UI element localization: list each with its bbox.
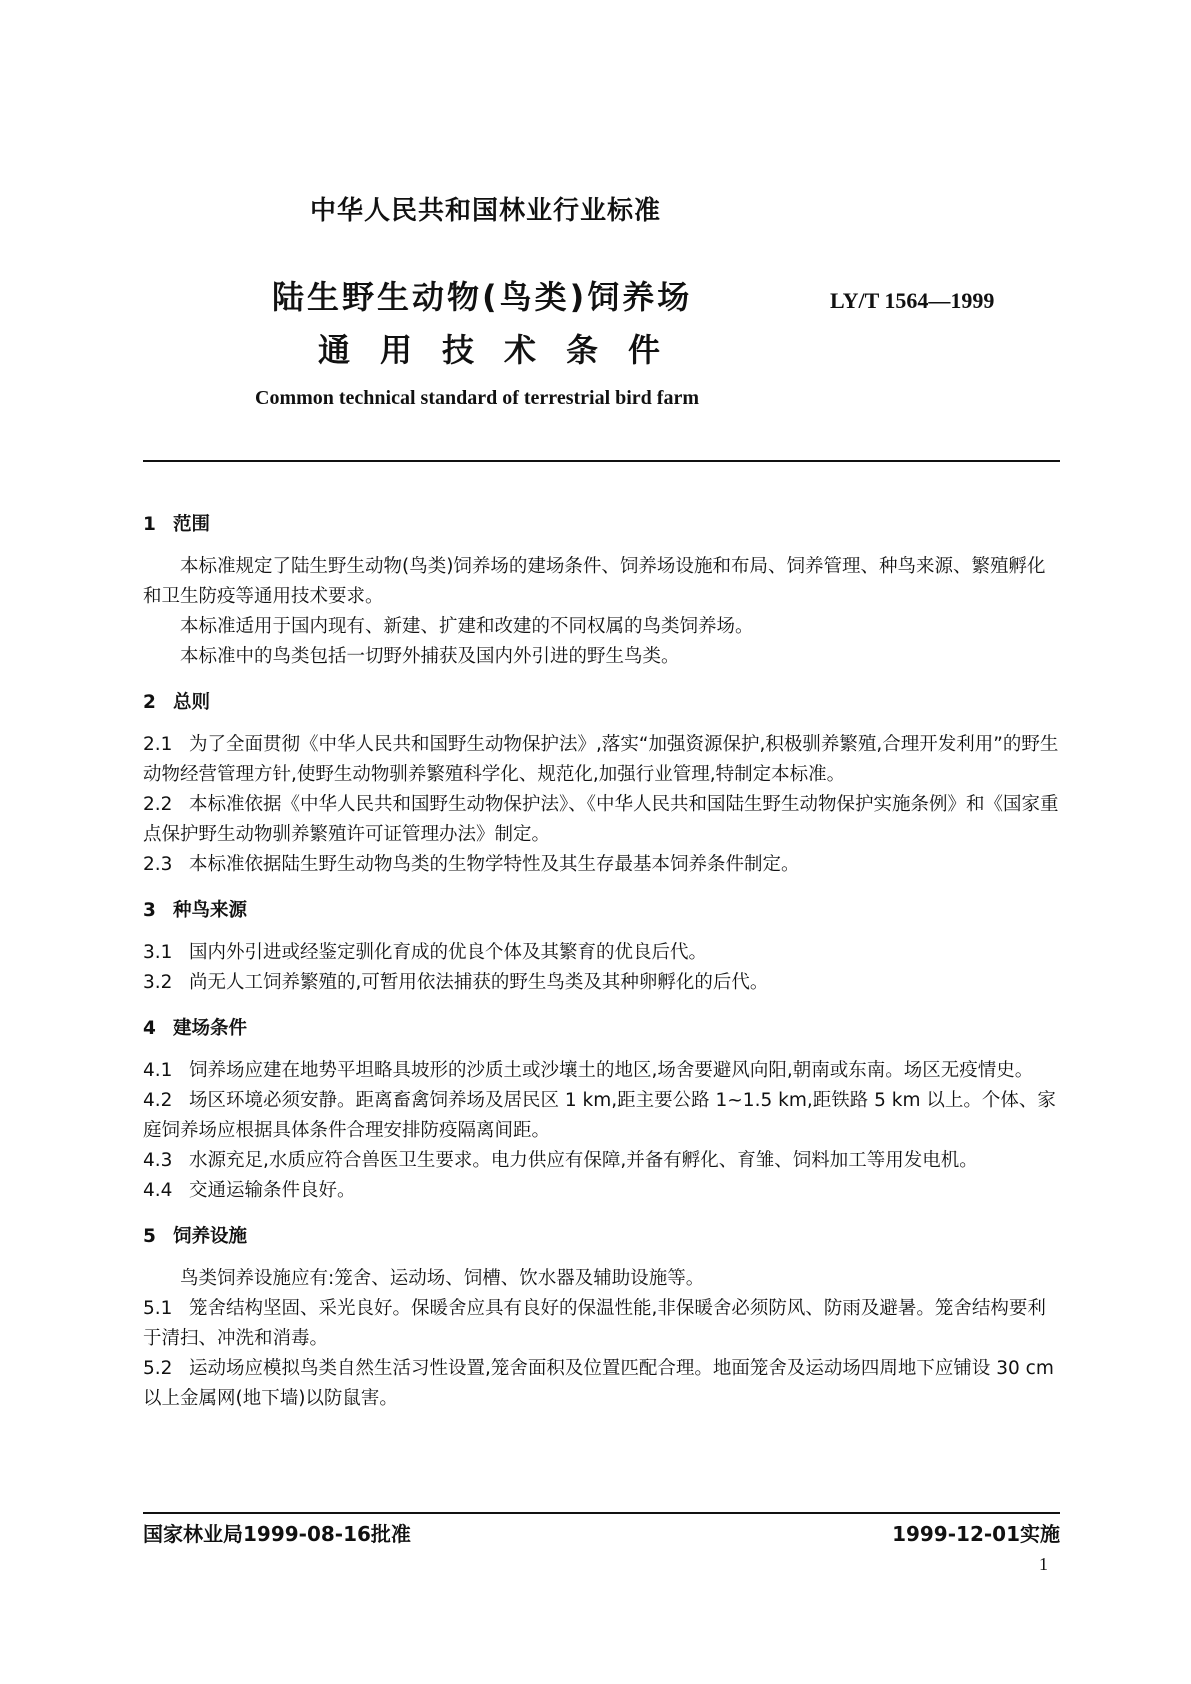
footer-divider xyxy=(143,1512,1060,1514)
implementation-date: 1999-12-01实施 xyxy=(892,1522,1060,1546)
clause-text: 运动场应模拟鸟类自然生活习性设置,笼舍面积及位置匹配合理。地面笼舍及运动场四周地下应铺设 30 cm 以上金属网(地下墙)以防鼠害。 xyxy=(143,1358,1054,1409)
clause xyxy=(143,1354,1060,1414)
clause-number: 4.3 xyxy=(143,1150,173,1171)
clause-number: 2.2 xyxy=(143,794,173,815)
clause xyxy=(143,968,1060,998)
title-line-2: 通用技术条件 xyxy=(318,331,691,369)
section-title: 建场条件 xyxy=(173,1018,248,1039)
clause-number: 3.1 xyxy=(143,942,173,963)
paragraph: 本标准适用于国内现有、新建、扩建和改建的不同权属的鸟类饲养场。 xyxy=(180,616,754,637)
clause-text: 国内外引进或经鉴定驯化育成的优良个体及其繁育的优良后代。 xyxy=(189,942,708,963)
clause xyxy=(143,1294,1060,1354)
clause xyxy=(143,938,1060,968)
page-number: 1 xyxy=(1039,1554,1048,1574)
clause xyxy=(143,1146,1060,1176)
body-content xyxy=(143,500,1060,1414)
title-line-1: 陆生野生动物(鸟类)饲养场 xyxy=(272,278,693,316)
section-title: 饲养设施 xyxy=(173,1226,248,1247)
paragraph: 本标准规定了陆生野生动物(鸟类)饲养场的建场条件、饲养场设施和布局、饲养管理、种鸟来源、繁殖孵化和卫生防疫等通用技术要求。 xyxy=(143,556,1046,607)
clause-number: 4.1 xyxy=(143,1060,173,1081)
clause-number: 4.2 xyxy=(143,1090,173,1111)
clause-number: 4.4 xyxy=(143,1180,173,1201)
clause-text: 场区环境必须安静。距离畜禽饲养场及居民区 1 km,距主要公路 1~1.5 km,距铁路 5 km 以上。个体、家庭饲养场应根据具体条件合理安排防疫隔离间距。 xyxy=(143,1090,1056,1141)
clause-number: 2.1 xyxy=(143,734,173,755)
clause xyxy=(143,730,1060,790)
section-heading xyxy=(143,1222,1060,1252)
section-title: 范围 xyxy=(173,514,211,535)
clause-text: 本标准依据《中华人民共和国野生动物保护法》、《中华人民共和国陆生野生动物保护实施条例》和《国家重点保护野生动物驯养繁殖许可证管理办法》制定。 xyxy=(143,794,1059,845)
clause xyxy=(143,1056,1060,1086)
approval-date: 国家林业局1999-08-16批准 xyxy=(143,1522,411,1546)
standard-code: LY/T 1564—1999 xyxy=(830,288,995,313)
clause-text: 为了全面贯彻《中华人民共和国野生动物保护法》,落实“加强资源保护,积极驯养繁殖,合理开发利用”的野生动物经营管理方针,使野生动物驯养繁殖科学化、规范化,加强行业管理,特制定本标准。 xyxy=(143,734,1059,785)
section-number: 4 xyxy=(143,1018,156,1039)
clause-text: 笼舍结构坚固、采光良好。保暖舍应具有良好的保温性能,非保暖舍必须防风、防雨及避暑。笼舍结构要利于清扫、冲洗和消毒。 xyxy=(143,1298,1046,1349)
section-title: 种鸟来源 xyxy=(173,900,248,921)
section-number: 3 xyxy=(143,900,156,921)
english-title: Common technical standard of terrestrial bird farm xyxy=(255,387,700,409)
clause xyxy=(143,850,1060,880)
section-number: 1 xyxy=(143,514,156,535)
section-title: 总则 xyxy=(173,692,211,713)
clause-number: 3.2 xyxy=(143,972,173,993)
section-number: 5 xyxy=(143,1226,156,1247)
standard-organization: 中华人民共和国林业行业标准 xyxy=(310,196,662,226)
section-heading xyxy=(143,510,1060,540)
clause-text: 交通运输条件良好。 xyxy=(189,1180,356,1201)
clause-number: 5.2 xyxy=(143,1358,173,1379)
clause-text: 尚无人工饲养繁殖的,可暂用依法捕获的野生鸟类及其种卵孵化的后代。 xyxy=(189,972,769,993)
clause-text: 水源充足,水质应符合兽医卫生要求。电力供应有保障,并备有孵化、育雏、饲料加工等用发电机。 xyxy=(189,1150,978,1171)
paragraph: 本标准中的鸟类包括一切野外捕获及国内外引进的野生鸟类。 xyxy=(180,646,680,667)
header-divider xyxy=(143,460,1060,462)
clause xyxy=(143,790,1060,850)
clause-text: 本标准依据陆生野生动物鸟类的生物学特性及其生存最基本饲养条件制定。 xyxy=(189,854,800,875)
clause xyxy=(143,1176,1060,1206)
clause xyxy=(143,1086,1060,1146)
clause-number: 2.3 xyxy=(143,854,173,875)
paragraph: 鸟类饲养设施应有:笼舍、运动场、饲槽、饮水器及辅助设施等。 xyxy=(180,1268,705,1289)
section-heading xyxy=(143,1014,1060,1044)
clause-text: 饲养场应建在地势平坦略具坡形的沙质土或沙壤土的地区,场舍要避风向阳,朝南或东南。场区无疫情史。 xyxy=(189,1060,1034,1081)
section-number: 2 xyxy=(143,692,156,713)
section-heading xyxy=(143,688,1060,718)
clause-number: 5.1 xyxy=(143,1298,173,1319)
section-heading xyxy=(143,896,1060,926)
